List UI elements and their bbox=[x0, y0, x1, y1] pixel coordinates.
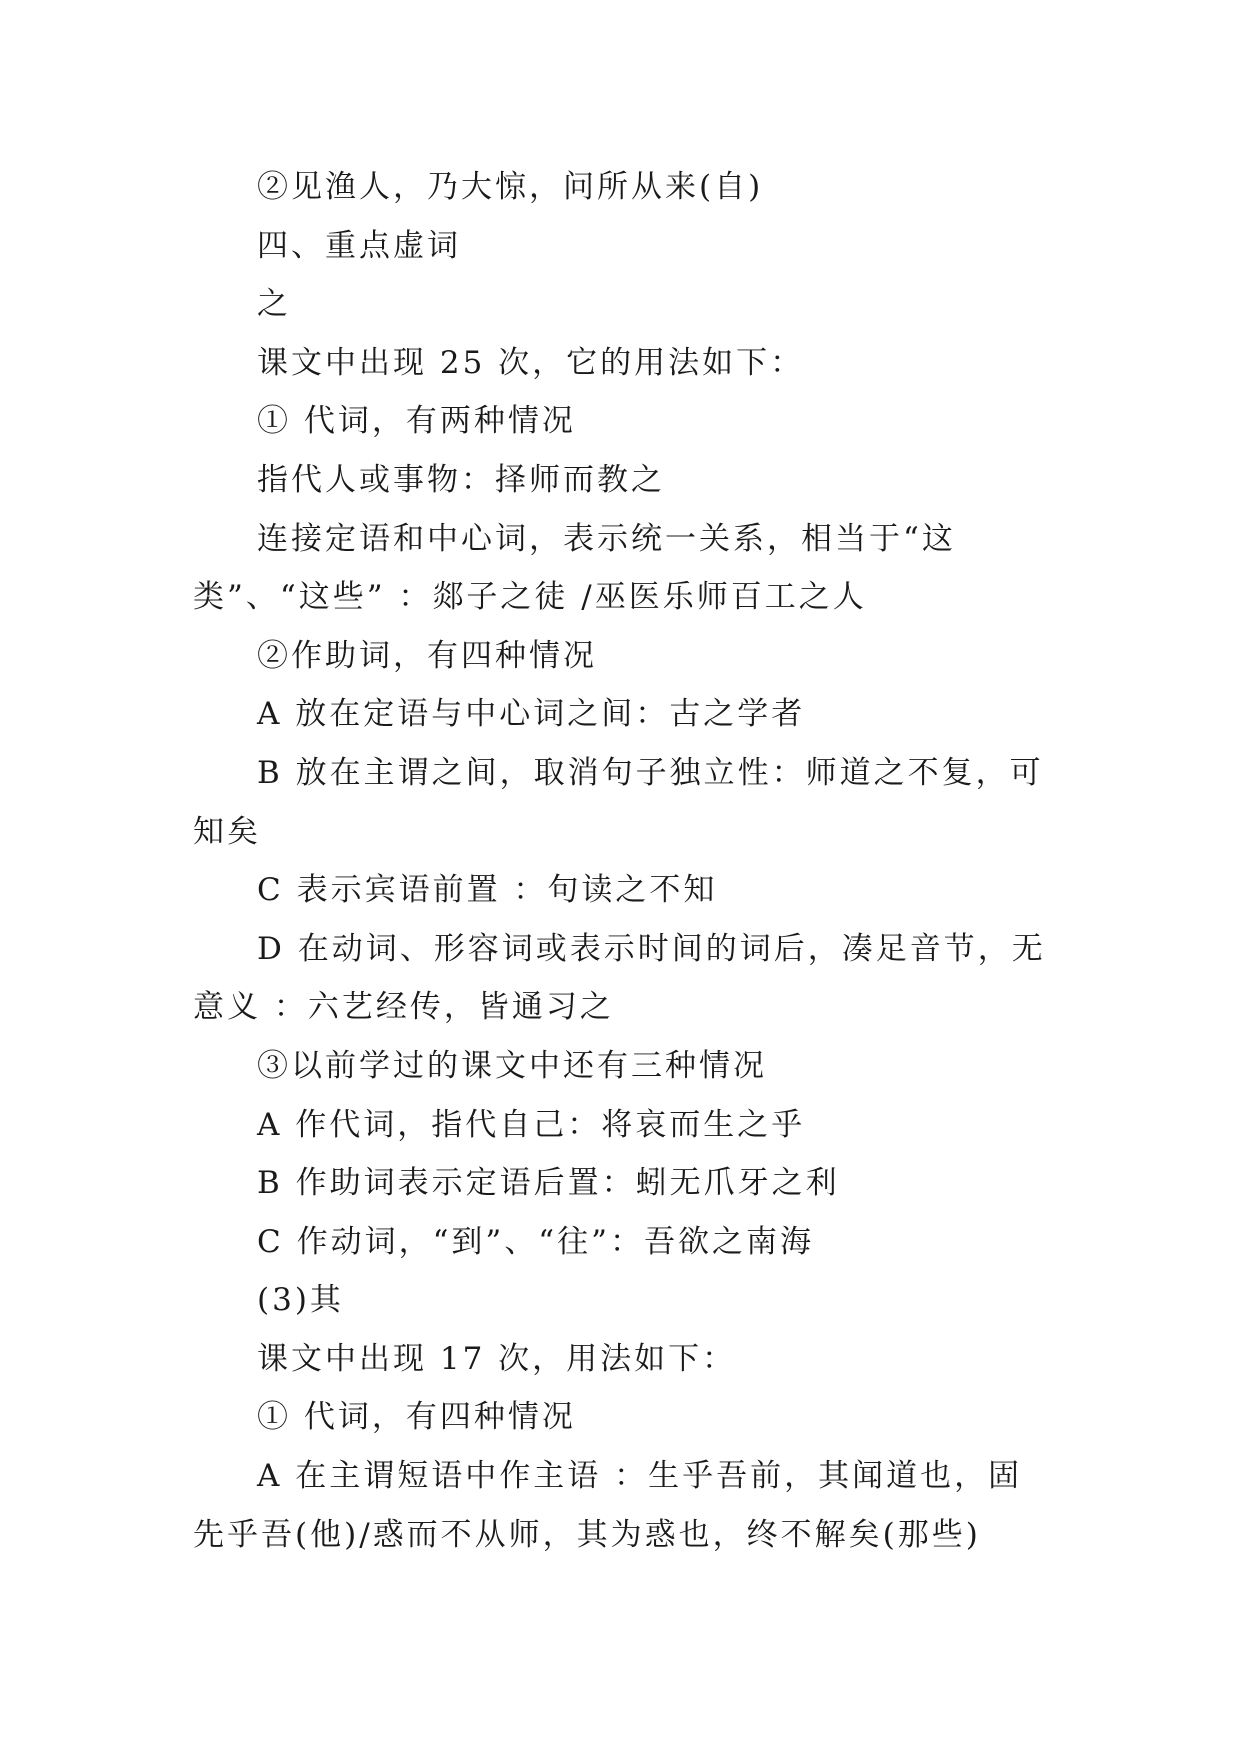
paragraph-7: 连接定语和中心词，表示统一关系，相当于“这类”、“这些” ：郯子之徒 /巫医乐师百工之人 bbox=[193, 520, 956, 616]
paragraph-20: A 在主谓短语中作主语 ：生乎吾前，其闻道也，固先乎吾(他)/惑而不从师，其为惑也，终不解矣(那些) bbox=[193, 1458, 1023, 1553]
paragraph-10: B 放在主谓之间，取消句子独立性：师道之不复，可知矣 bbox=[193, 754, 1044, 850]
subheading-qi: (3)其 bbox=[257, 1282, 344, 1319]
subheading-zhi: 之 bbox=[257, 286, 291, 323]
paragraph-15: B 作助词表示定语后置：蚓无爪牙之利 bbox=[257, 1165, 840, 1202]
paragraph-5: ① 代词，有两种情况 bbox=[257, 403, 576, 440]
paragraph-8: ②作助词，有四种情况 bbox=[257, 637, 597, 674]
paragraph-19: ① 代词，有四种情况 bbox=[257, 1399, 576, 1436]
paragraph-18: 课文中出现 17 次，用法如下： bbox=[257, 1340, 737, 1377]
document-body bbox=[193, 158, 1053, 1564]
paragraph-14: A 作代词，指代自己：将哀而生之乎 bbox=[257, 1106, 806, 1143]
paragraph-9: A 放在定语与中心词之间：古之学者 bbox=[257, 696, 806, 733]
paragraph-11: C 表示宾语前置 ：句读之不知 bbox=[257, 872, 718, 909]
paragraph-4: 课文中出现 25 次，它的用法如下： bbox=[257, 344, 805, 381]
section-heading-function-words: 四、重点虚词 bbox=[257, 227, 461, 264]
paragraph-12: D 在动词、形容词或表示时间的词后，凑足音节，无意义 ：六艺经传，皆通习之 bbox=[193, 930, 1046, 1026]
paragraph-6: 指代人或事物：择师而教之 bbox=[257, 461, 665, 498]
paragraph-1: ②见渔人，乃大惊，问所从来(自) bbox=[257, 169, 764, 205]
paragraph-13: ③以前学过的课文中还有三种情况 bbox=[257, 1047, 767, 1084]
paragraph-16: C 作动词，“到”、“往”：吾欲之南海 bbox=[257, 1223, 814, 1260]
